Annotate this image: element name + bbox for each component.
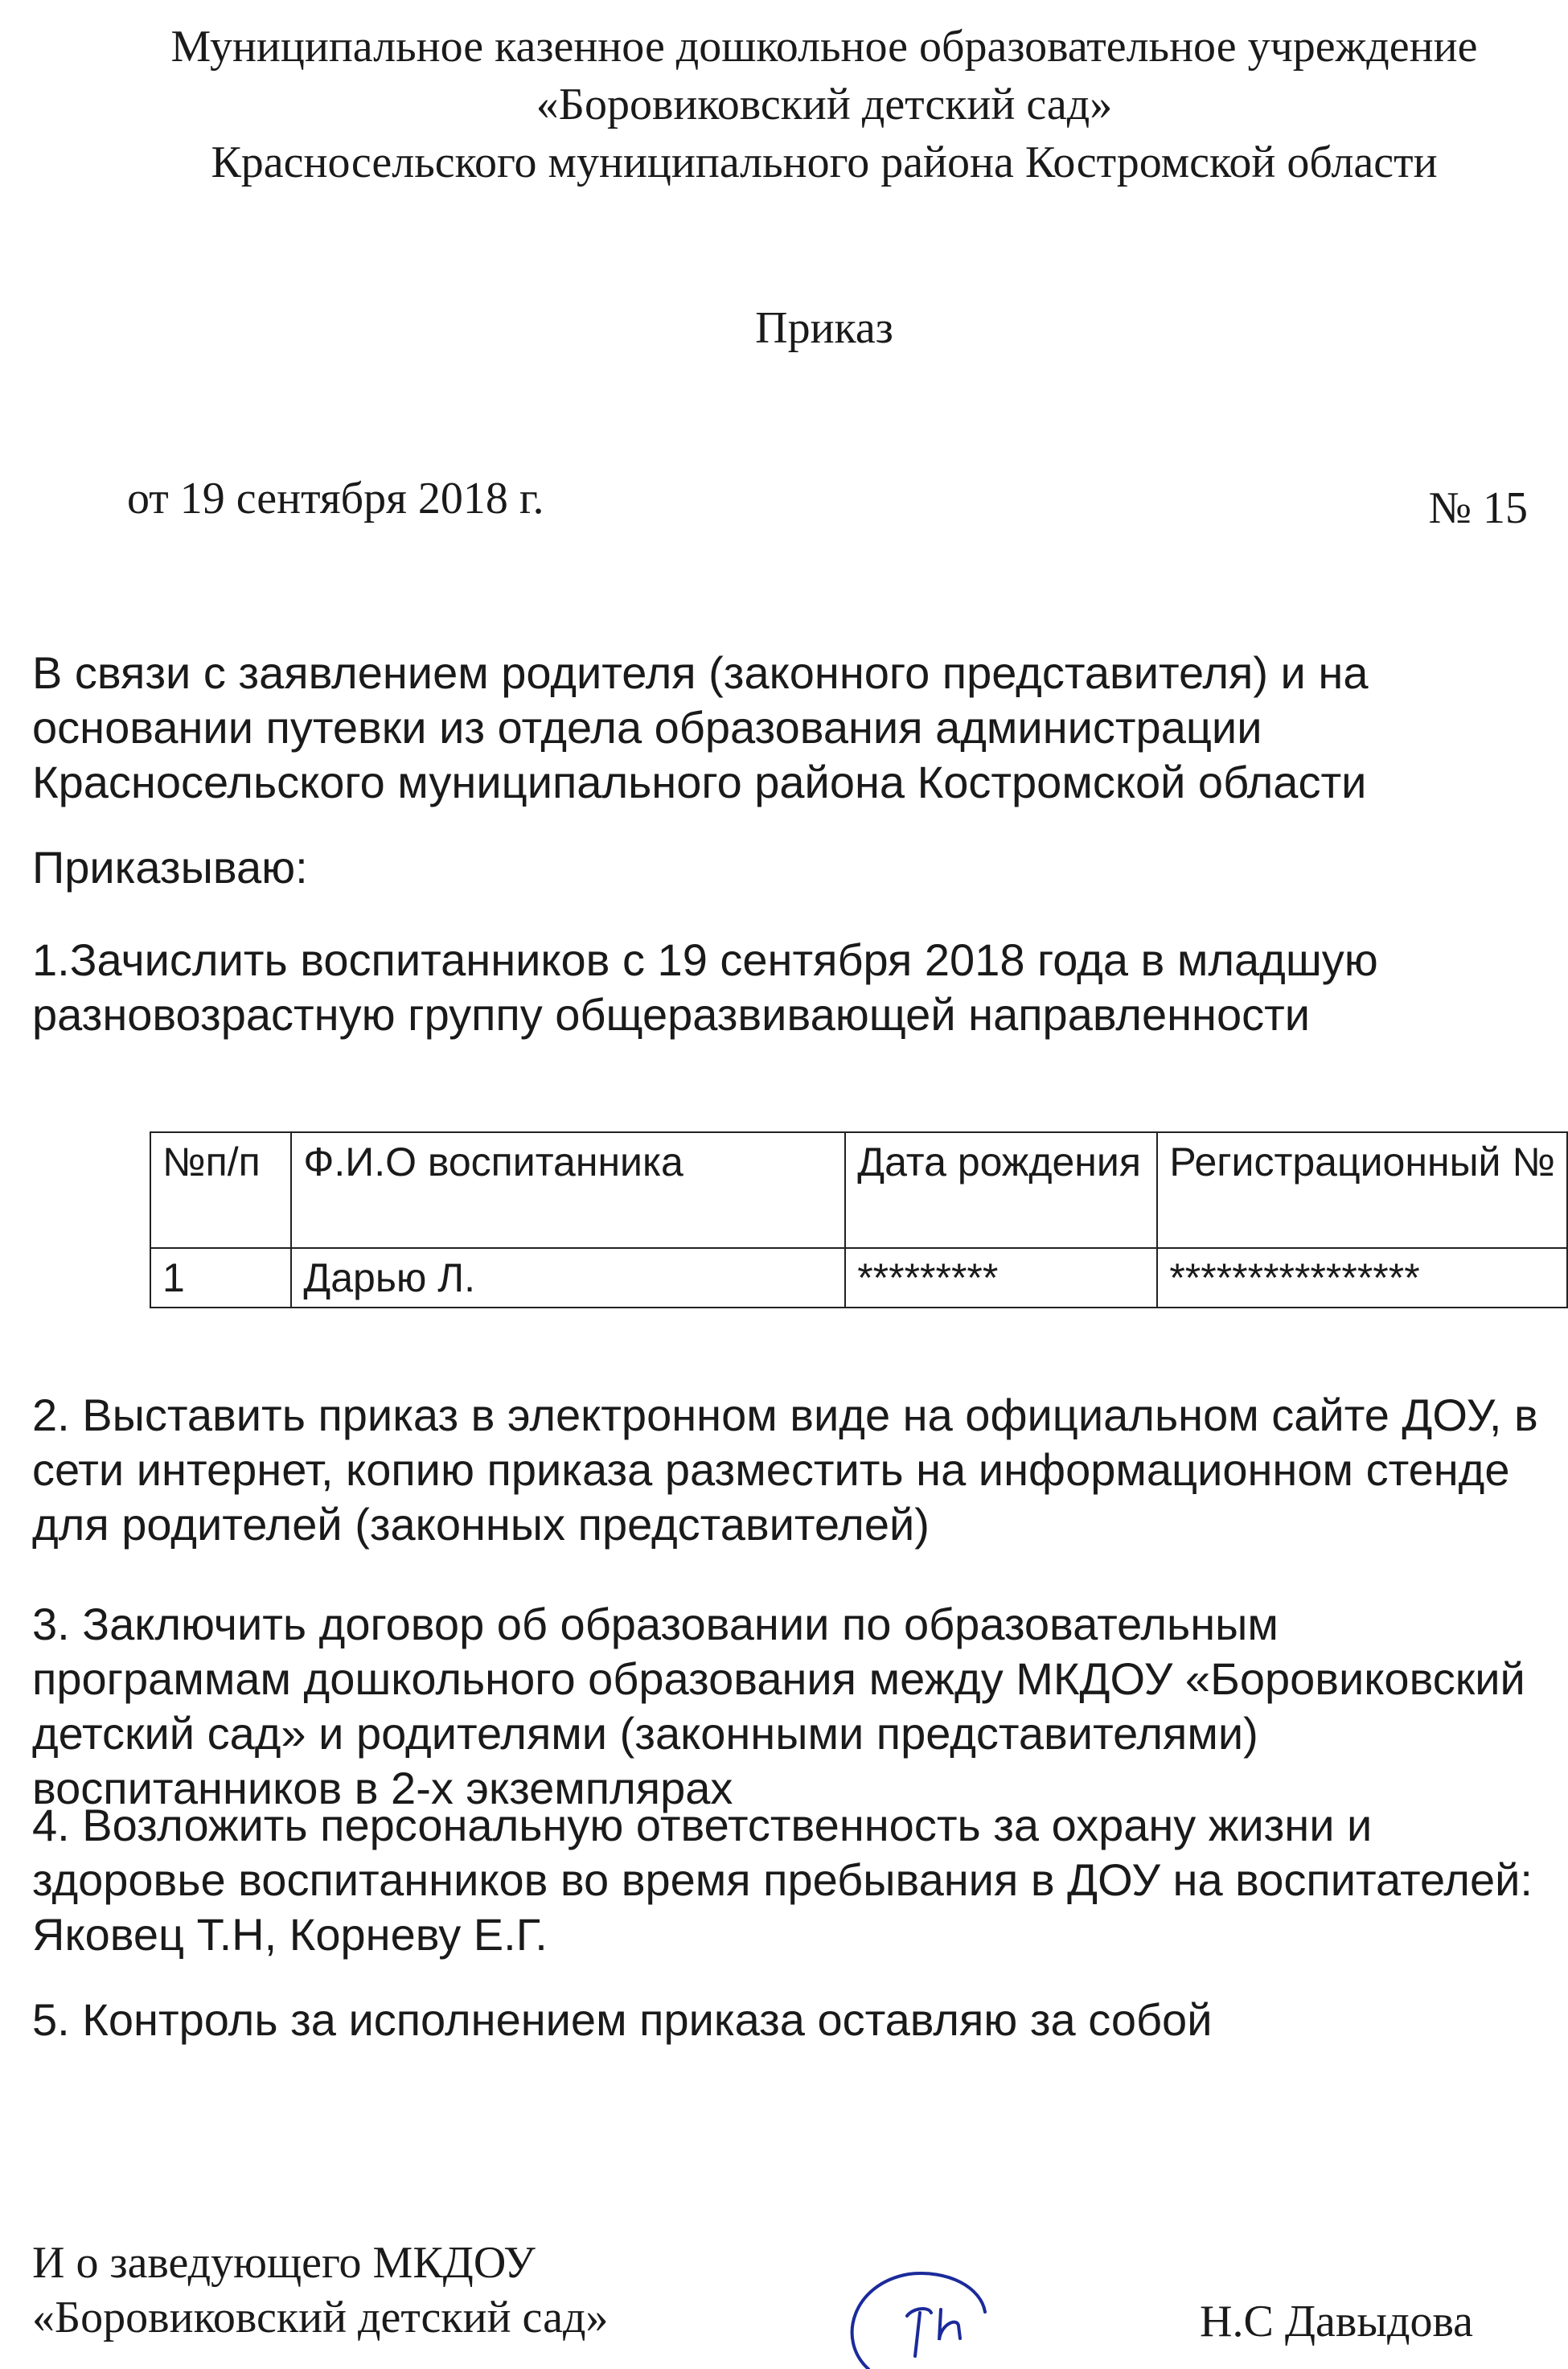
signatory-title xyxy=(32,2236,608,2345)
order-item-1: 1.Зачислить воспитанников с 19 сентября 2018 года в младшую разновозрастную группу общеразвивающей направленности xyxy=(32,934,1378,1040)
signatory-title-line-1: И о заведующего МКДОУ xyxy=(32,2238,536,2288)
order-item-5: 5. Контроль за исполнением приказа оставляю за собой xyxy=(32,1994,1213,2045)
order-item-2: 2. Выставить приказ в электронном виде на официальном сайте ДОУ, в сети интернет, копию приказа разместить на информационном стенде для родителей (законных представителей) xyxy=(32,1390,1538,1550)
table-header-cell: Ф.И.О воспитанника xyxy=(291,1132,845,1248)
table-header-cell: №п/п xyxy=(150,1132,291,1248)
table-cell: **************** xyxy=(1157,1248,1567,1308)
header-line-1: Муниципальное казенное дошкольное образовательное учреждение xyxy=(170,22,1478,72)
pupil-table xyxy=(150,1131,1568,1308)
table-header-cell: Дата рождения xyxy=(845,1132,1157,1248)
table-header-cell: Регистрационный № xyxy=(1157,1132,1567,1248)
institution-header xyxy=(0,18,1568,191)
table-cell: Дарью Л. xyxy=(291,1248,845,1308)
signatory-title-line-2: «Боровиковский детский сад» xyxy=(32,2293,609,2342)
order-word: Приказываю: xyxy=(32,842,308,893)
order-item-4: 4. Возложить персональную ответственность за охрану жизни и здоровье воспитанников во время пребывания в ДОУ на воспитателей: Яковец Т.Н, Корневу Е.Г. xyxy=(32,1800,1533,1960)
header-line-3: Красносельского муниципального района Костромской области xyxy=(211,138,1438,187)
table-header-row xyxy=(150,1132,1567,1248)
table-cell: 1 xyxy=(150,1248,291,1308)
header-line-2: «Боровиковский детский сад» xyxy=(536,80,1113,129)
signatory-name: Н.С Давыдова xyxy=(1200,2297,1473,2346)
table-row xyxy=(150,1248,1567,1308)
order-item-3: 3. Заключить договор об образовании по образовательным программам дошкольного образования между МКДОУ «Боровиковский детский сад» и родителями (законными представителями) воспитанников в 2-х экземплярах xyxy=(32,1599,1525,1813)
document-title: Приказ xyxy=(755,303,893,353)
order-date: от 19 сентября 2018 г. xyxy=(127,474,544,523)
order-number: № 15 xyxy=(1428,483,1528,533)
table-cell: ********* xyxy=(845,1248,1157,1308)
intro-paragraph: В связи с заявлением родителя (законного представителя) и на основании путевки из отдела образования администрации Красносельского муниципального района Костромской области xyxy=(32,647,1369,807)
handwritten-signature xyxy=(820,2268,997,2369)
